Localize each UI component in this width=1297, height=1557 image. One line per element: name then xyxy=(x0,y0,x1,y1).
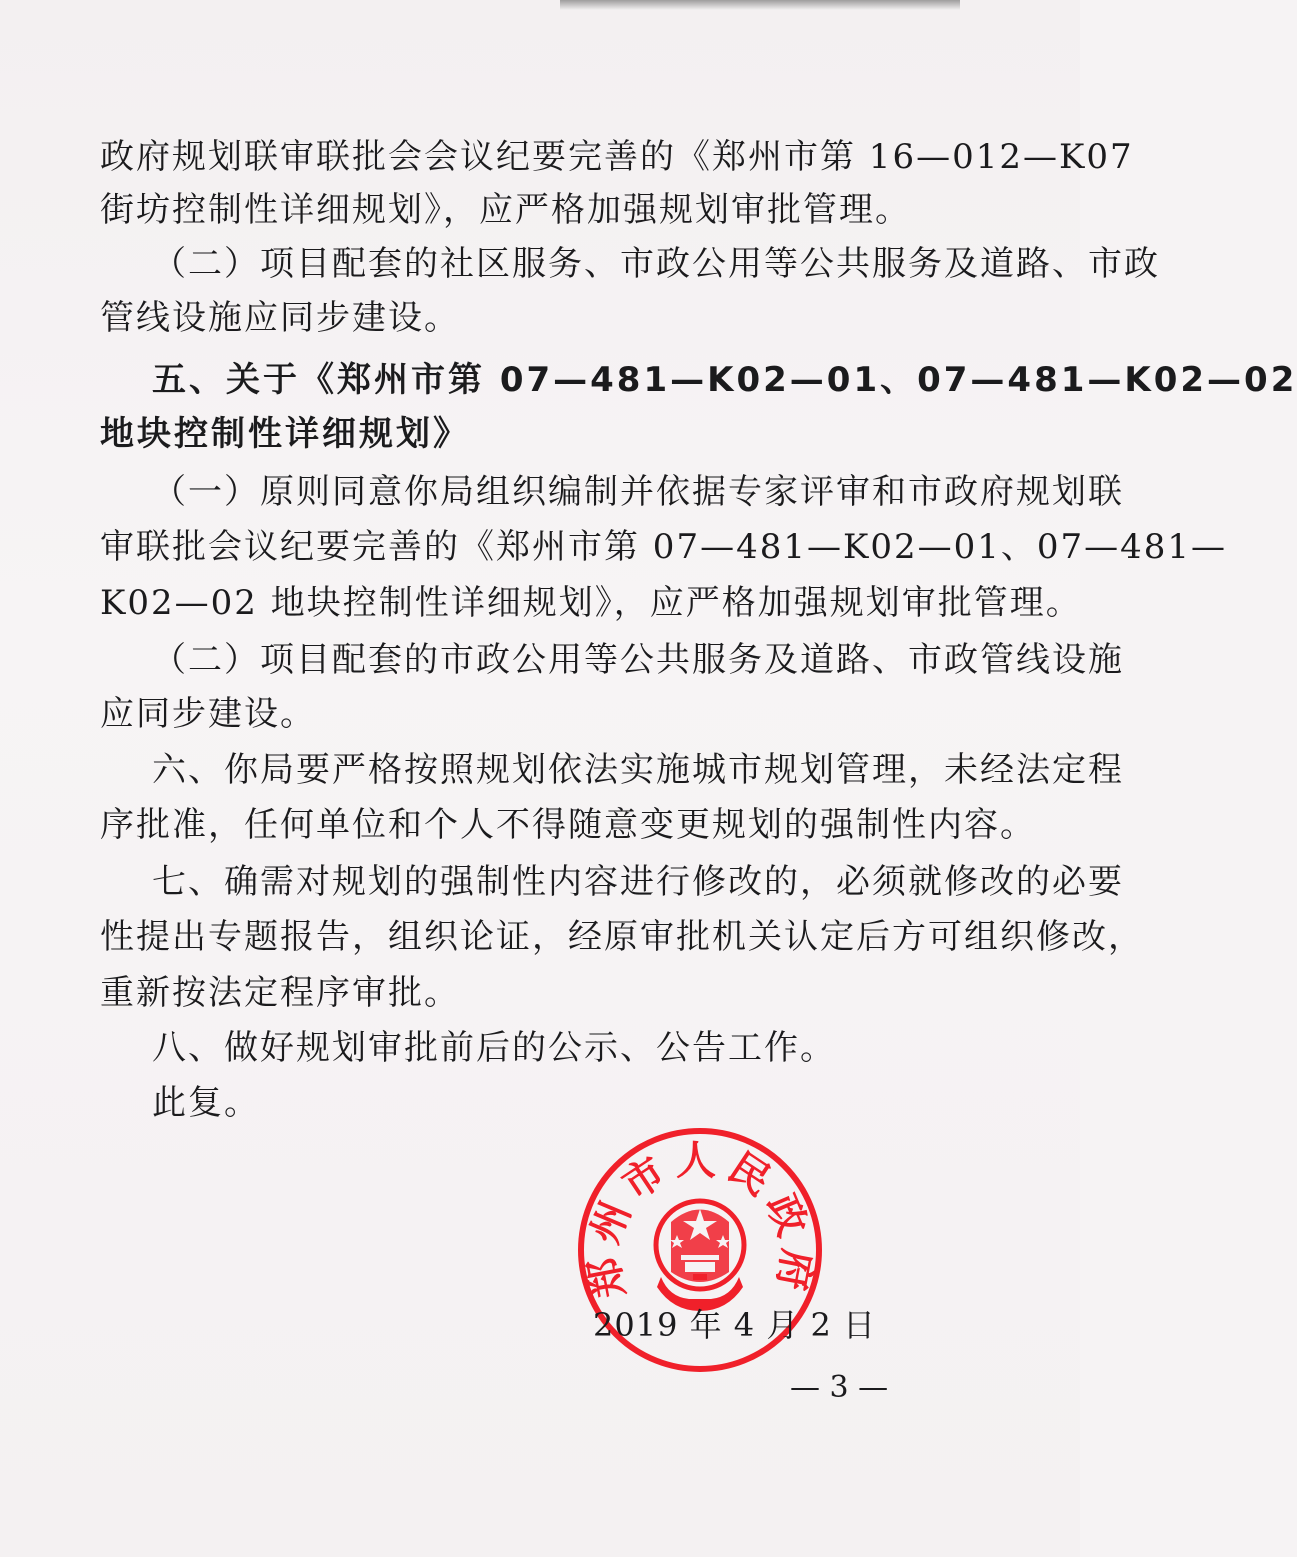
section-heading: 地块控制性详细规划》 xyxy=(100,414,470,454)
seal-text: 郑州市人民政府 xyxy=(579,1137,821,1302)
text-line: 七、确需对规划的强制性内容进行修改的，必须就修改的必要 xyxy=(152,862,1124,902)
national-emblem-icon xyxy=(656,1201,744,1311)
text-line: 此复。 xyxy=(152,1083,260,1123)
text-line: 重新按法定程序审批。 xyxy=(100,973,460,1013)
text-line: 应同步建设。 xyxy=(100,694,316,734)
text-line: 审联批会议纪要完善的《郑州市第 07—481—K02—01、07—481— xyxy=(100,527,1228,567)
text-line: （二）项目配套的社区服务、市政公用等公共服务及道路、市政 xyxy=(152,244,1160,284)
section-heading: 五、关于《郑州市第 07—481—K02—01、07—481—K02—02 xyxy=(152,360,1297,400)
text-line: （二）项目配套的市政公用等公共服务及道路、市政管线设施 xyxy=(152,640,1124,680)
text-line: 性提出专题报告，组织论证，经原审批机关认定后方可组织修改， xyxy=(100,917,1144,957)
text-line: 六、你局要严格按照规划依法实施城市规划管理，未经法定程 xyxy=(152,750,1124,790)
page-number: — 3 — xyxy=(790,1370,889,1405)
text-line: 八、做好规划审批前后的公示、公告工作。 xyxy=(152,1028,836,1068)
text-line: 管线设施应同步建设。 xyxy=(100,298,460,338)
text-line: 序批准，任何单位和个人不得随意变更规划的强制性内容。 xyxy=(100,805,1036,845)
text-line: 政府规划联审联批会会议纪要完善的《郑州市第 16—012—K07 xyxy=(100,137,1134,177)
text-line: 街坊控制性详细规划》，应严格加强规划审批管理。 xyxy=(100,190,911,230)
text-line: （一）原则同意你局组织编制并依据专家评审和市政府规划联 xyxy=(152,472,1124,512)
text-line: K02—02 地块控制性详细规划》，应严格加强规划审批管理。 xyxy=(100,583,1082,623)
document-date: 2019 年 4 月 2 日 xyxy=(593,1306,877,1344)
scan-shadow xyxy=(560,0,960,10)
